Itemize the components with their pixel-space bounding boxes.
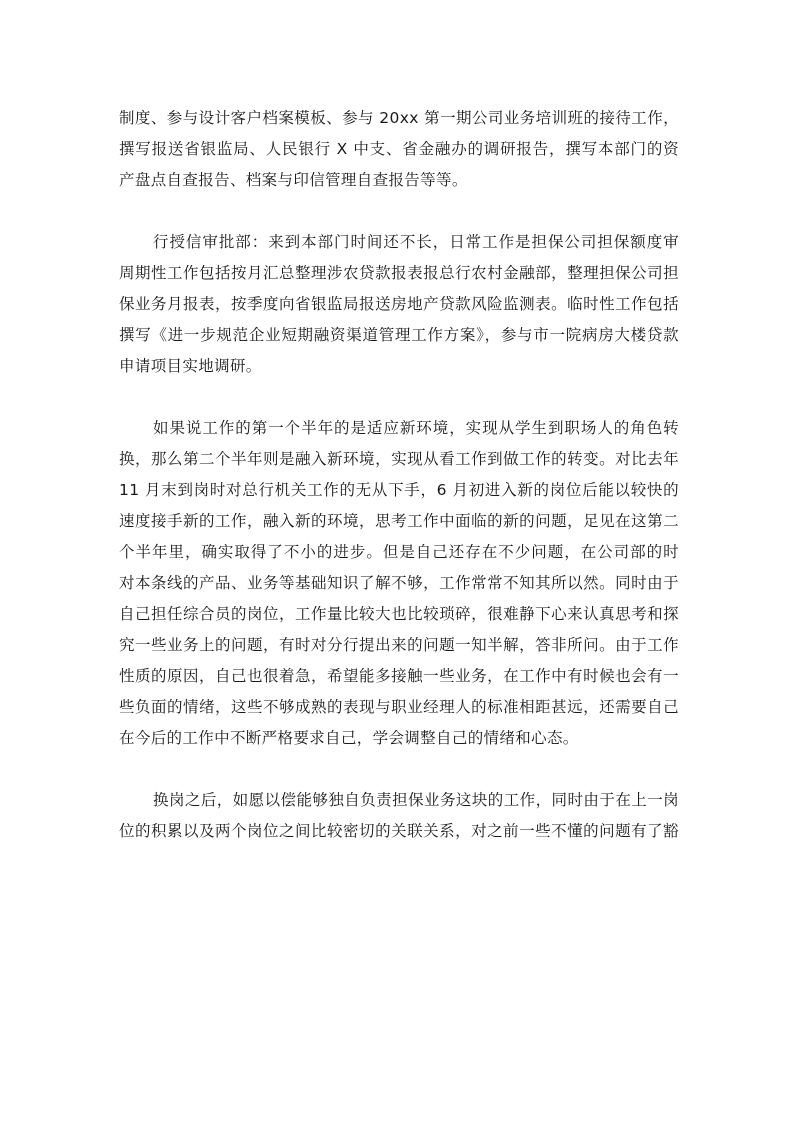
text-line: 换岗之后，如愿以偿能够独自负责担保业务这块的工作，同时由于在上一岗: [153, 791, 679, 809]
text-line: 保业务月报表，按季度向省银监局报送房地产贷款风险监测表。临时性工作包括: [119, 295, 679, 313]
paragraph-spacer: [119, 382, 679, 413]
text-line: 在今后的工作中不断严格要求自己，学会调整自己的情绪和心态。: [119, 729, 579, 747]
text-line: 些负面的情绪，这些不够成熟的表现与职业经理人的标准相距甚远，还需要自己: [119, 698, 679, 716]
paragraph-4: [119, 785, 679, 847]
body-text: [119, 103, 679, 847]
paragraph-1: [119, 103, 679, 196]
text-line: 自己担任综合员的岗位，工作量比较大也比较琐碎，很难静下心来认真思考和探: [119, 605, 679, 623]
paragraph-2: [119, 227, 679, 382]
text-line: 周期性工作包括按月汇总整理涉农贷款报表报总行农村金融部，整理担保公司担: [119, 264, 679, 282]
text-line: 撰写《进一步规范企业短期融资渠道管理工作方案》，参与市一院病房大楼贷款: [119, 326, 679, 344]
text-line: 如果说工作的第一个半年的是适应新环境，实现从学生到职场人的角色转: [153, 419, 679, 437]
paragraph-3: [119, 413, 679, 754]
text-line: 位的积累以及两个岗位之间比较密切的关联关系，对之前一些不懂的问题有了豁: [119, 822, 679, 840]
paragraph-spacer: [119, 754, 679, 785]
text-line: 对本条线的产品、业务等基础知识了解不够，工作常常不知其所以然。同时由于: [119, 574, 679, 592]
text-line: 究一些业务上的问题，有时对分行提出来的问题一知半解，答非所问。由于工作: [119, 636, 679, 654]
text-line: 11 月末到岗时对总行机关工作的无从下手，6 月初进入新的岗位后能以较快的: [119, 481, 679, 499]
text-line: 行授信审批部：来到本部门时间还不长，日常工作是担保公司担保额度审: [153, 233, 679, 251]
text-line: 换，那么第二个半年则是融入新环境，实现从看工作到做工作的转变。对比去年: [119, 450, 679, 468]
text-line: 制度、参与设计客户档案模板、参与 20xx 第一期公司业务培训班的接待工作，: [119, 109, 679, 127]
paragraph-spacer: [119, 196, 679, 227]
text-line: 个半年里，确实取得了不小的进步。但是自己还存在不少问题，在公司部的时: [119, 543, 679, 561]
text-line: 产盘点自查报告、档案与印信管理自查报告等等。: [119, 171, 468, 189]
text-line: 性质的原因，自己也很着急，希望能多接触一些业务，在工作中有时候也会有一: [119, 667, 679, 685]
text-line: 申请项目实地调研。: [119, 357, 262, 375]
text-line: 撰写报送省银监局、人民银行 X 中支、省金融办的调研报告，撰写本部门的资: [119, 140, 679, 158]
text-line: 速度接手新的工作，融入新的环境，思考工作中面临的新的问题，足见在这第二: [119, 512, 679, 530]
